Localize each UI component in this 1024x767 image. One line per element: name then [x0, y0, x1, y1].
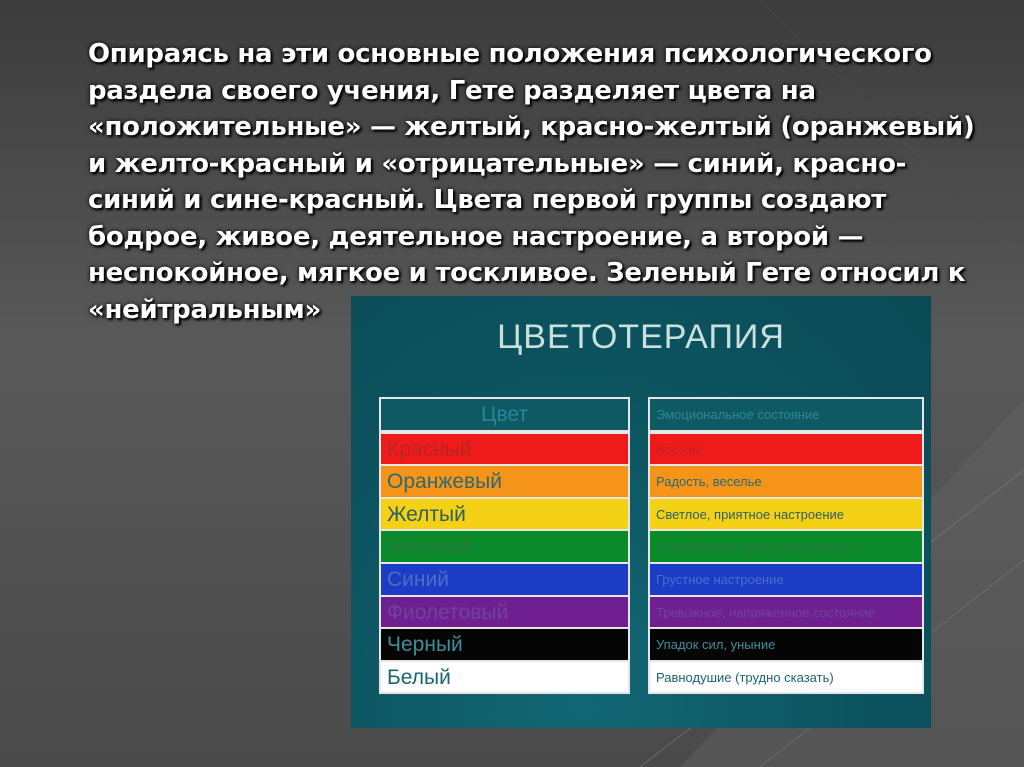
state-cell-orange: Радость, веселье: [650, 464, 922, 497]
color-cell-orange: Оранжевый: [381, 464, 628, 497]
state-cell-green: Спокойствие, уравновешенность: [650, 529, 922, 562]
color-therapy-image: [351, 296, 931, 728]
state-cell-violet: Тревожное, напряженное состояние: [650, 595, 922, 628]
color-cell-white: Белый: [381, 660, 628, 693]
colors-header: Цвет: [381, 399, 628, 432]
color-cell-yellow: Желтый: [381, 497, 628, 530]
color-cell-black: Черный: [381, 627, 628, 660]
state-cell-red: Восторг: [650, 432, 922, 465]
state-cell-white: Равнодушие (трудно сказать): [650, 660, 922, 693]
paragraph-line: синий и сине-красный. Цвета первой группы создают: [88, 185, 887, 215]
paragraph-line: «положительные» — желтый, красно-желтый (оранжевый): [88, 112, 975, 142]
paragraph-line: и желто-красный и «отрицательные» — синий, красно-: [88, 148, 907, 179]
states-header: Эмоциональное состояние: [650, 399, 922, 432]
color-cell-green: Зеленый: [381, 529, 628, 562]
colors-table: [379, 397, 630, 694]
color-cell-violet: Фиолетовый: [381, 595, 628, 628]
slide-title: ЦВЕТОТЕРАПИЯ: [497, 318, 785, 356]
state-cell-black: Упадок сил, уныние: [650, 627, 922, 660]
state-cell-blue: Грустное настроение: [650, 562, 922, 595]
paragraph-line: «нейтральным»: [88, 294, 321, 325]
paragraph-line: неспокойное, мягкое и тоскливое. Зеленый Гете относил к: [88, 258, 966, 288]
paragraph-line: Опираясь на эти основные положения психологического: [88, 39, 932, 69]
states-table: [648, 397, 924, 694]
color-cell-red: Красный: [381, 432, 628, 465]
state-cell-yellow: Светлое, приятное настроение: [650, 497, 922, 530]
paragraph-line: раздела своего учения, Гете разделяет цвета на: [88, 75, 816, 106]
paragraph-line: бодрое, живое, деятельное настроение, а второй —: [88, 221, 864, 252]
paragraph-text: [88, 36, 975, 328]
color-cell-blue: Синий: [381, 562, 628, 595]
